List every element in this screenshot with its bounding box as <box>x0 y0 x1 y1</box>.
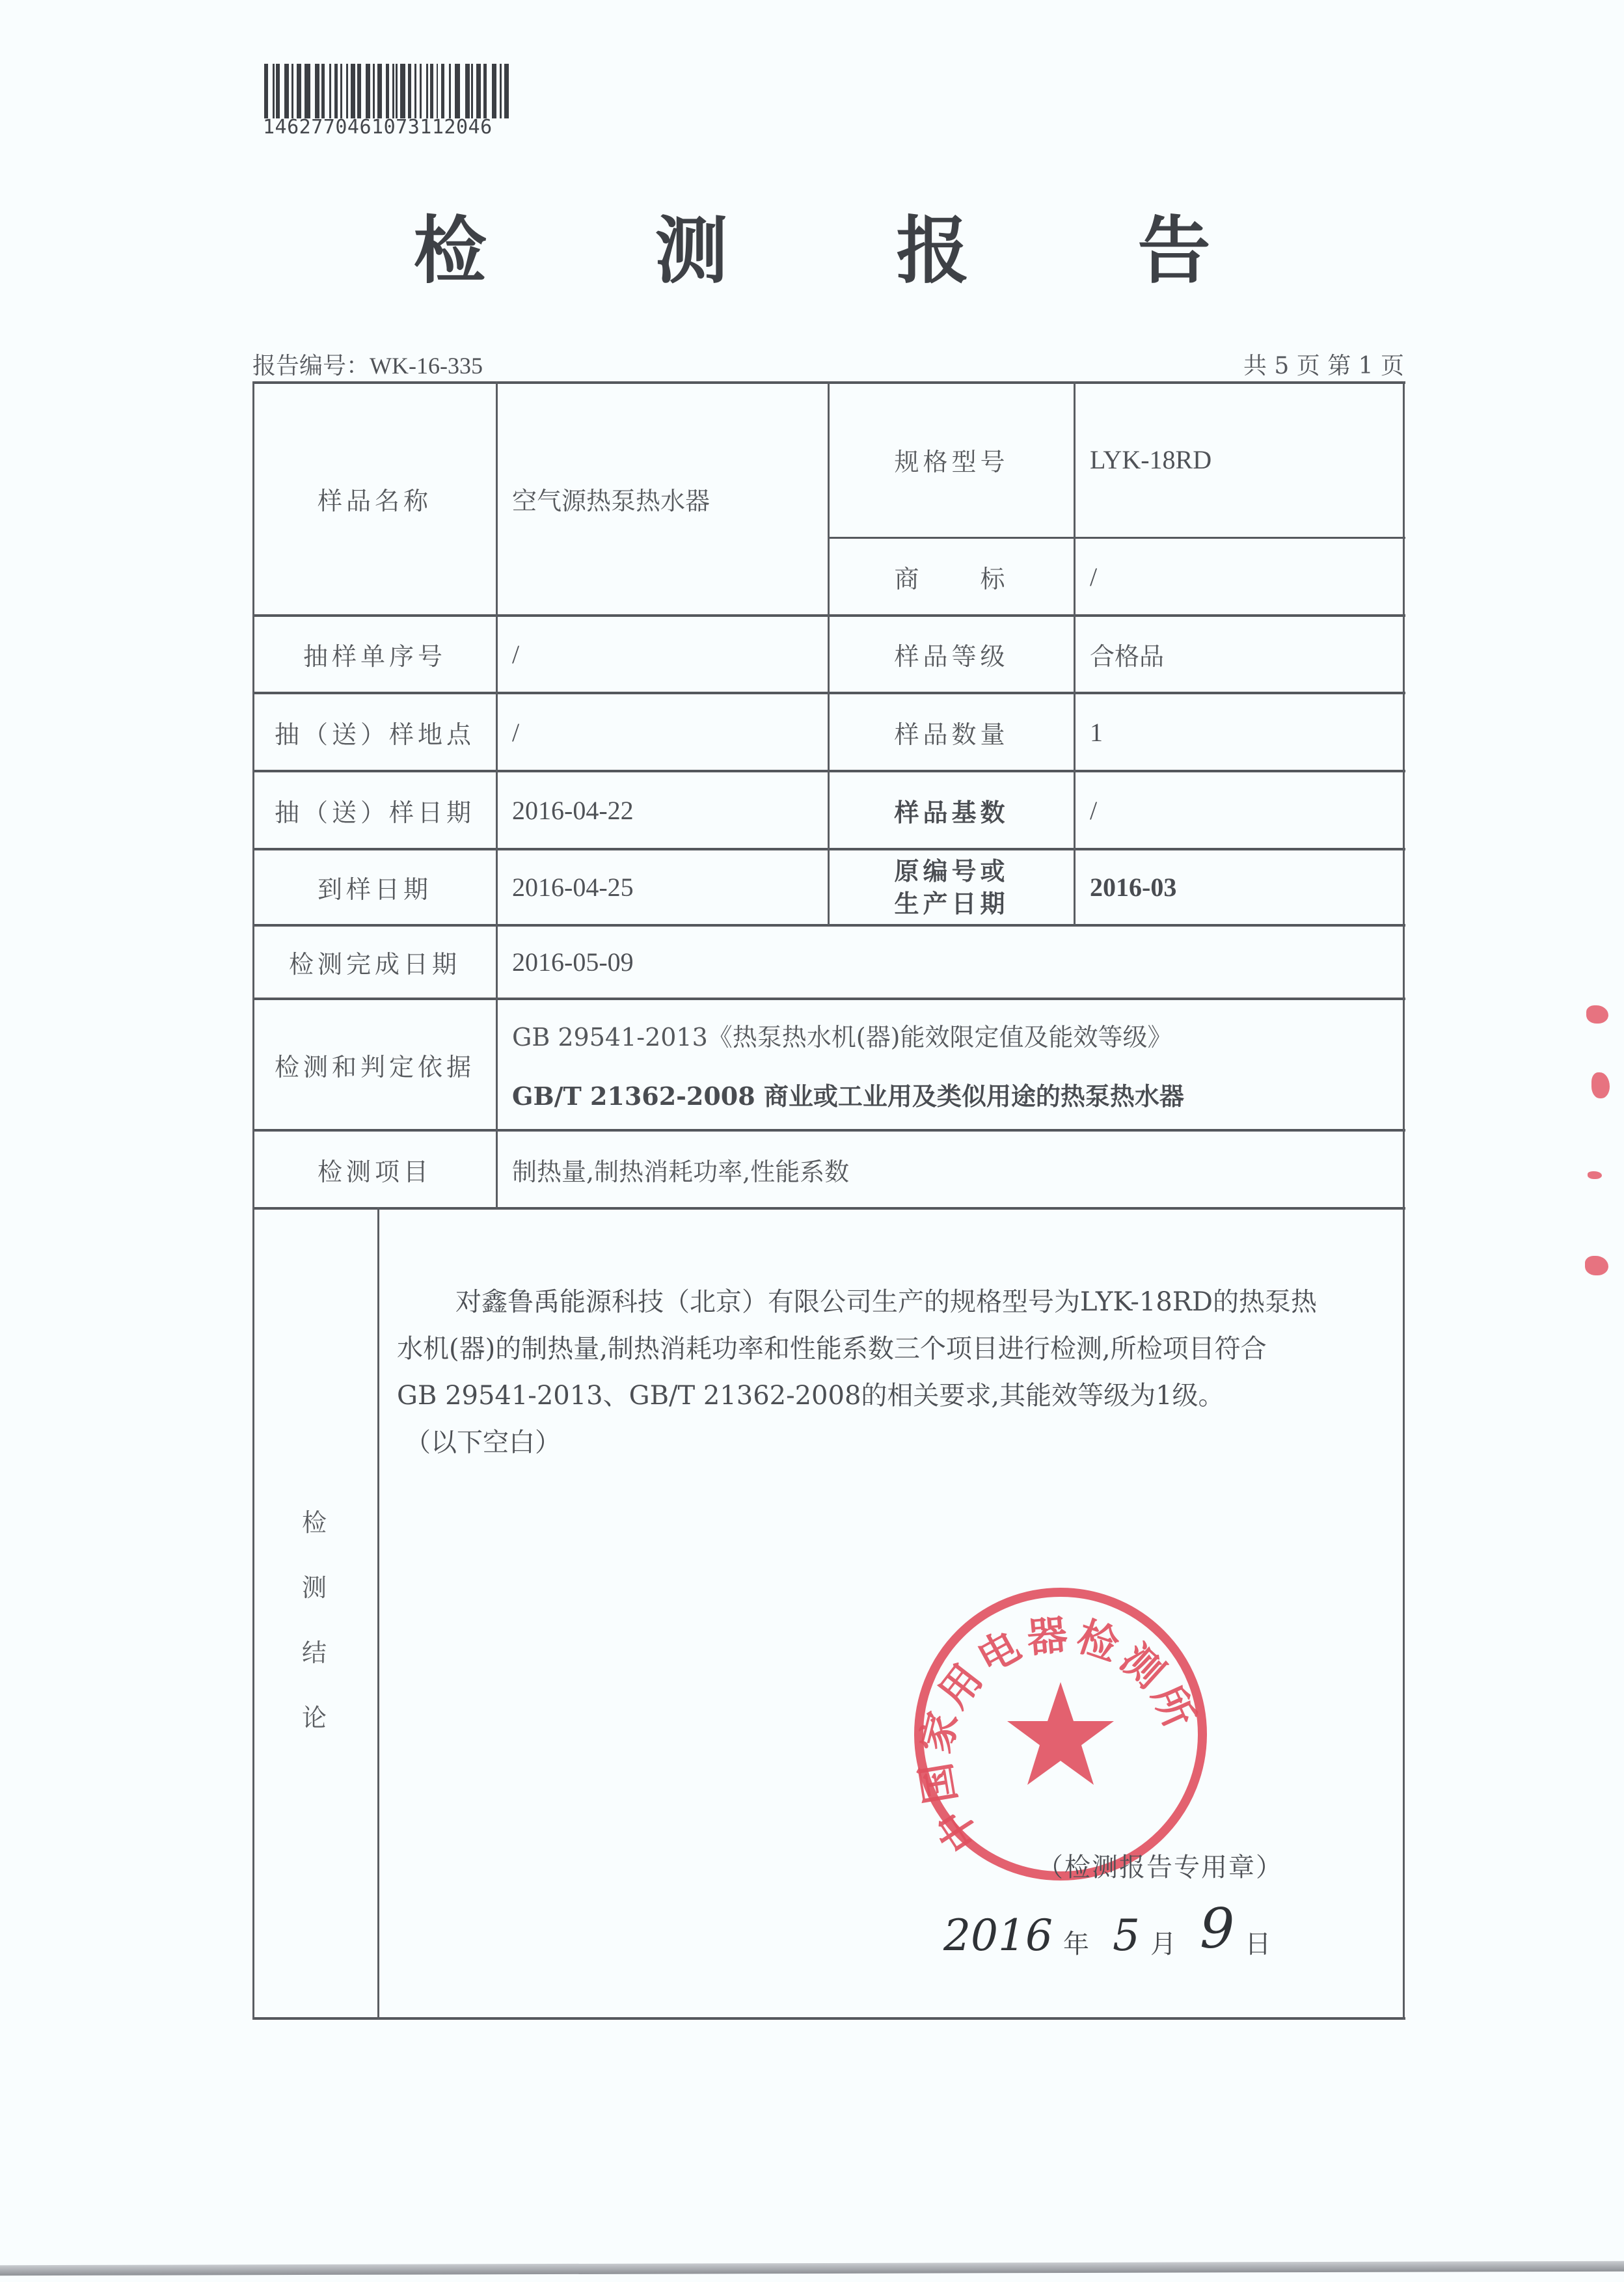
label-line-1: 原编号或 <box>894 856 1009 886</box>
barcode-bar <box>392 64 394 118</box>
conclusion-line: 对鑫鲁禹能源科技（北京）有限公司生产的规格型号为LYK-18RD的热泵热 <box>455 1287 1317 1317</box>
sample-base-label: 样品基数 <box>894 797 1009 827</box>
barcode-bar <box>455 64 461 118</box>
barcode-bar <box>351 64 355 118</box>
model-label: 规格型号 <box>894 448 1009 476</box>
barcode-bar <box>476 64 481 118</box>
sampling-place-value: / <box>512 717 520 747</box>
seal-fragment <box>1591 1072 1610 1098</box>
table-border-bottom <box>252 2017 1405 2020</box>
completion-date-label: 检测完成日期 <box>288 950 461 979</box>
scan-edge-shadow <box>0 2261 1624 2276</box>
arrival-date-label: 到样日期 <box>317 875 432 904</box>
table-column-line <box>377 1207 379 2019</box>
barcode-bar <box>400 64 405 118</box>
day-unit: 日 <box>1245 1929 1271 1959</box>
sample-name-label: 样品名称 <box>317 486 432 515</box>
barcode-bar <box>500 64 502 118</box>
barcode-bar <box>304 64 310 118</box>
barcode-bar <box>334 64 338 118</box>
sampling-date-label: 抽（送）样日期 <box>274 798 475 827</box>
barcode-bar <box>366 64 370 118</box>
seal-org-text: 中国家用电器检测所 <box>910 1610 1206 1860</box>
barcode-bar <box>483 64 487 118</box>
barcode-bar <box>504 64 509 118</box>
model-value: LYK-18RD <box>1090 445 1212 474</box>
year-unit: 年 <box>1062 1929 1089 1959</box>
barcode-bar <box>357 64 361 118</box>
barcode-bar <box>396 64 398 118</box>
barcode-bar <box>426 64 428 118</box>
signature-date <box>943 1897 1271 1961</box>
sample-qty-value: 1 <box>1090 717 1103 747</box>
barcode-bar <box>276 64 280 118</box>
barcode-bar <box>315 64 319 118</box>
day-handwritten: 9 <box>1199 1897 1235 1961</box>
sampling-date-value: 2016-04-22 <box>512 795 634 825</box>
original-no-or-production-date-value: 2016-03 <box>1090 873 1177 902</box>
barcode-bar <box>284 64 289 118</box>
barcode-bar <box>471 64 473 118</box>
sampling-place-label: 抽（送）样地点 <box>274 720 475 749</box>
sample-grade-label: 样品等级 <box>894 642 1009 671</box>
page-info: 共 5 页 第 1 页 <box>1243 353 1404 379</box>
document-title: 检 测 报 告 <box>413 208 1282 293</box>
month-unit: 月 <box>1150 1929 1176 1959</box>
sampling-no-value: / <box>512 640 520 669</box>
barcode-bar <box>297 64 301 118</box>
arrival-date-value: 2016-04-25 <box>512 873 634 902</box>
barcode <box>264 64 511 118</box>
conclusion-label <box>252 1490 376 1750</box>
barcode-bar <box>291 64 293 118</box>
blank-below-note: （以下空白） <box>405 1428 561 1458</box>
report-number-label: 报告编号： <box>252 353 370 379</box>
conclusion-label-char: 检 <box>301 1508 327 1537</box>
basis-standard-2: GB/T 21362-2008 商业或工业用及类似用途的热泵热水器 <box>512 1081 1184 1111</box>
year-handwritten: 2016 <box>943 1910 1053 1961</box>
month-handwritten: 5 <box>1112 1910 1140 1961</box>
completion-date-value: 2016-05-09 <box>512 947 634 977</box>
seal-fragment <box>1586 1005 1608 1024</box>
sampling-no-label: 抽样单序号 <box>303 642 446 671</box>
barcode-bar <box>321 64 325 118</box>
barcode-bar <box>264 64 268 118</box>
sample-grade-value: 合格品 <box>1090 642 1165 671</box>
barcode-bar <box>273 64 275 118</box>
barcode-bar <box>373 64 375 118</box>
report-number <box>252 347 483 381</box>
report-number-value: WK-16-335 <box>370 353 483 379</box>
barcode-bar <box>420 64 422 118</box>
seal-fragment <box>1588 1171 1602 1179</box>
seal-caption: （检测报告专用章） <box>1037 1853 1283 1882</box>
barcode-bar <box>386 64 390 118</box>
conclusion-line: GB 29541-2013、GB/T 21362-2008的相关要求,其能效等级为1级。 <box>397 1381 1225 1411</box>
conclusion-label-char: 测 <box>301 1573 327 1602</box>
barcode-bar <box>492 64 496 118</box>
basis-label: 检测和判定依据 <box>274 1052 475 1081</box>
barcode-bar <box>377 64 382 118</box>
star-icon <box>1007 1682 1114 1785</box>
basis-list <box>498 1000 1410 1129</box>
conclusion-label-char: 结 <box>301 1638 327 1667</box>
seal-fragment <box>1585 1256 1608 1275</box>
barcode-bar <box>441 64 445 118</box>
barcode-bar <box>329 64 331 118</box>
barcode-number: 1462770461073112046 <box>263 116 493 139</box>
sample-base-value: / <box>1090 795 1098 825</box>
original-no-or-production-date-label <box>830 850 1074 924</box>
barcode-bar <box>437 64 439 118</box>
test-items-label: 检测项目 <box>317 1157 432 1186</box>
conclusion-line: 水机(器)的制热量,制热消耗功率和性能系数三个项目进行检测,所检项目符合 <box>397 1334 1267 1364</box>
barcode-bar <box>340 64 342 118</box>
barcode-bar <box>346 64 348 118</box>
barcode-bar <box>430 64 434 118</box>
table-divider <box>252 1207 1405 1210</box>
sample-name-value: 空气源热泵热水器 <box>512 486 710 515</box>
trademark-label: 商 标 <box>894 564 1009 593</box>
barcode-bar <box>449 64 451 118</box>
test-items-value: 制热量,制热消耗功率,性能系数 <box>512 1157 850 1186</box>
conclusion-label-char: 论 <box>301 1704 327 1732</box>
label-line-2: 生产日期 <box>894 888 1009 918</box>
basis-standard-1: GB 29541-2013《热泵热水机(器)能效限定值及能效等级》 <box>512 1023 1172 1052</box>
trademark-value: / <box>1090 562 1098 591</box>
barcode-bar <box>408 64 412 118</box>
conclusion-text <box>397 1279 1386 1466</box>
sample-qty-label: 样品数量 <box>894 720 1009 749</box>
barcode-bar <box>414 64 416 118</box>
barcode-bar <box>465 64 470 118</box>
official-seal <box>904 1578 1217 1890</box>
